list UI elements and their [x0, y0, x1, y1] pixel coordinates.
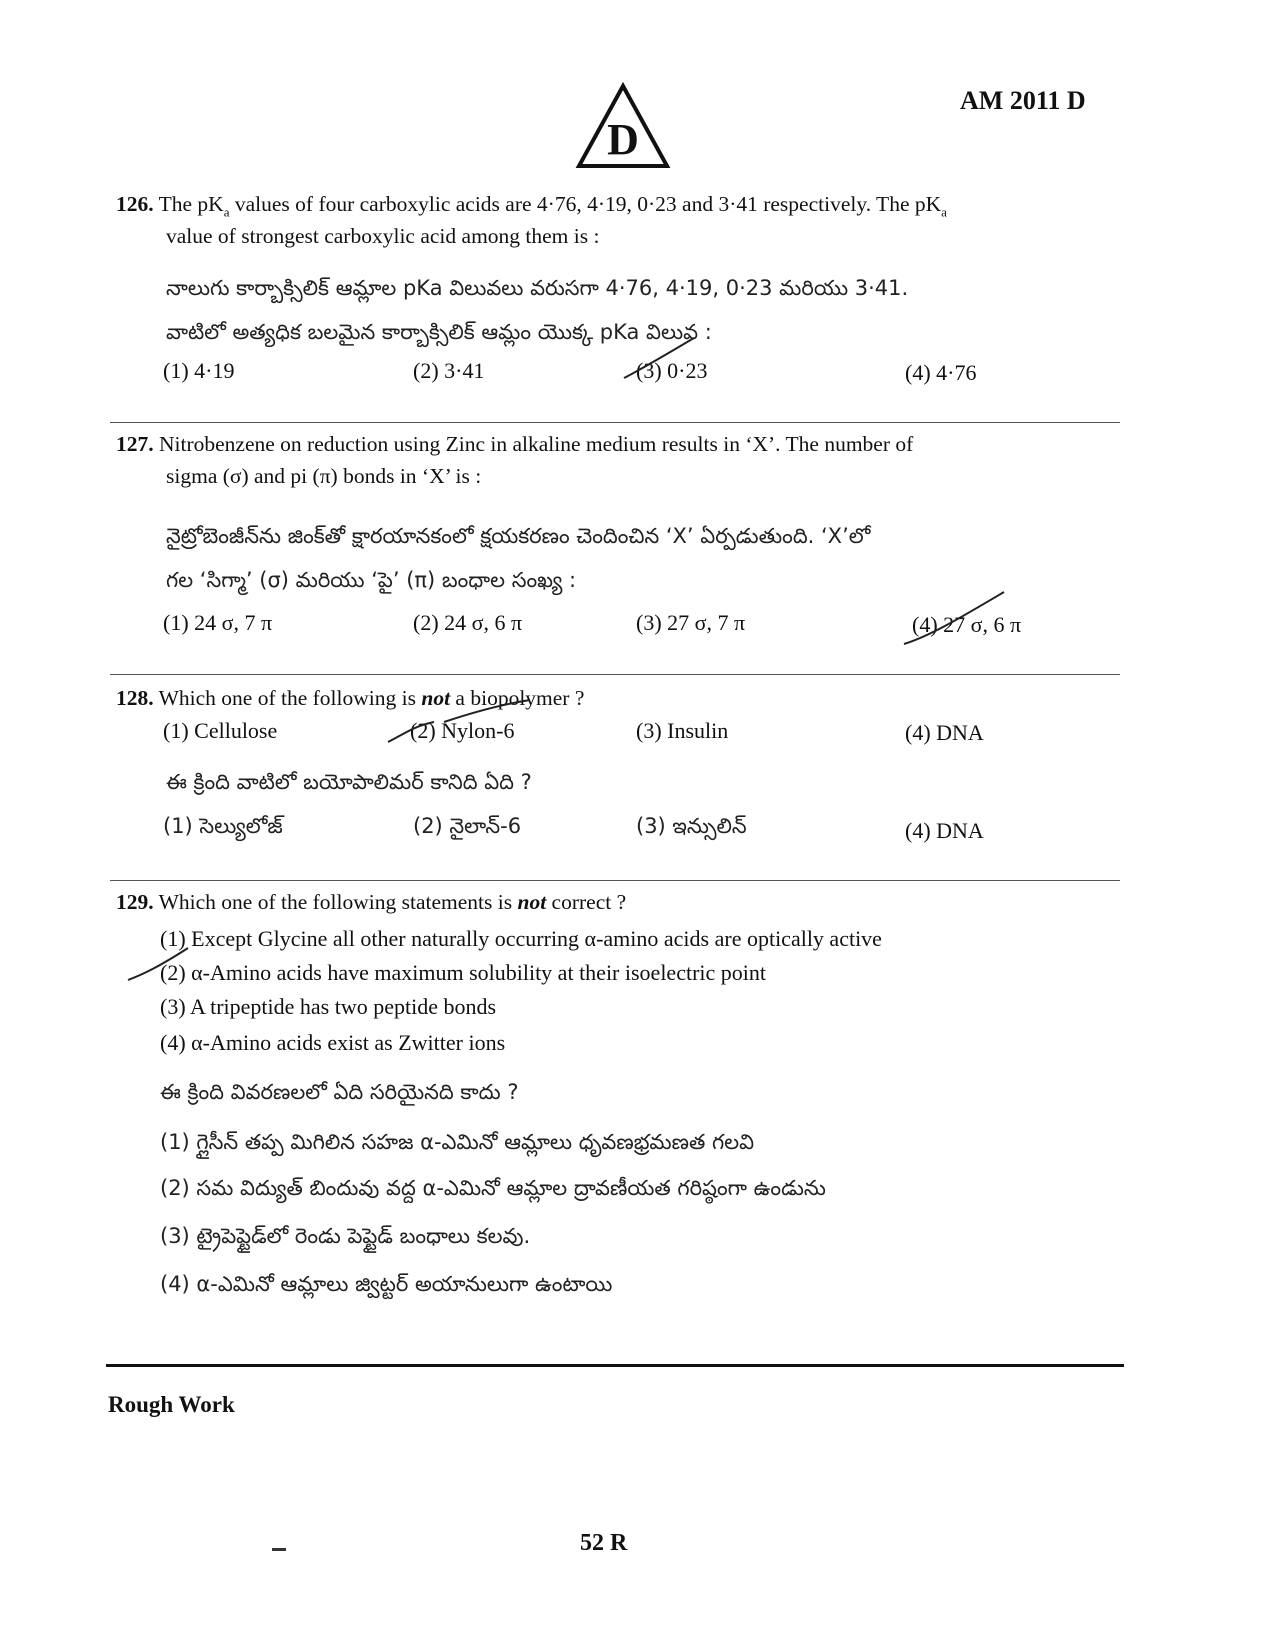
q128-option-en-1: (1) Cellulose: [163, 718, 278, 743]
q127-english-line2: sigma (σ) and pi (π) bonds in ‘X’ is :: [166, 464, 482, 488]
q126-sub-a2: a: [941, 204, 947, 220]
scan-mark: [272, 1548, 286, 1551]
rough-work-divider: [106, 1364, 1124, 1367]
q126-number: 126.: [116, 192, 154, 216]
q126-telugu-line2: వాటిలో అత్యధిక బలమైన కార్బాక్సిలిక్ ఆమ్లం యొక్క pKa విలువ :: [166, 320, 712, 344]
q126-sub-a: a: [223, 204, 230, 220]
q126-text-part2: values of four carboxylic acids are 4·76, 4·19, 0·23 and 3·41 respectively. The pK: [229, 192, 942, 216]
q129-text-post: correct ?: [546, 890, 627, 914]
q127-text: Nitrobenzene on reduction using Zinc in alkaline medium results in ‘X’. The number of: [159, 432, 914, 456]
q127-telugu-line2: గల ‘సిగ్మా’ (σ) మరియు ‘పై’ (π) బంధాల సంఖ్య :: [166, 568, 577, 592]
q129-option-en-4: (4) α-Amino acids exist as Zwitter ions: [160, 1030, 506, 1055]
q129-option-en-2: (2) α-Amino acids have maximum solubility at their isoelectric point: [160, 960, 766, 985]
divider: [110, 880, 1120, 881]
q129-text-pre: Which one of the following statements is: [158, 890, 518, 914]
q126-english-line2: value of strongest carboxylic acid among them is :: [166, 224, 600, 248]
q129-option-te-2: (2) సమ విద్యుత్ బిందువు వద్ద α-ఎమినో ఆమ్లాల ద్రావణీయత గరిష్ఠంగా ఉండును: [160, 1176, 826, 1200]
q128-number: 128.: [116, 686, 154, 710]
q128-text-not: not: [421, 686, 451, 710]
q128-option-te-1: (1) సెల్యులోజ్: [163, 814, 283, 838]
divider: [110, 422, 1120, 423]
q126-answer-tick-mark: [620, 334, 700, 384]
page-number: 52 R: [580, 1530, 628, 1556]
q129-question: [116, 888, 1126, 917]
rough-work-label: Rough Work: [108, 1392, 235, 1417]
q128-option-en-3: (3) Insulin: [636, 718, 729, 743]
q126-option-3: (3) 0·23: [636, 358, 708, 383]
q127-number: 127.: [116, 432, 154, 456]
q126-option-2: (2) 3·41: [413, 358, 485, 383]
q127-option-3: (3) 27 σ, 7 π: [636, 610, 746, 635]
q128-option-te-4: (4) DNA: [905, 818, 984, 843]
q128-option-en-4: (4) DNA: [905, 720, 984, 745]
q129-telugu-question: ఈ క్రింది వివరణలలో ఏది సరియైనది కాదు ?: [160, 1080, 519, 1104]
paper-code: AM 2011 D: [960, 86, 1086, 115]
q129-option-en-3: (3) A tripeptide has two peptide bonds: [160, 994, 497, 1019]
q128-text-pre: Which one of the following is: [158, 686, 422, 710]
q129-text-not: not: [517, 890, 547, 914]
q128-telugu-question: ఈ క్రింది వాటిలో బయోపాలిమర్ కానిది ఏది ?: [166, 770, 532, 794]
q127-english-line1: [116, 430, 1126, 459]
q128-text-post: a biopolymer ?: [450, 686, 585, 710]
q128-option-te-3: (3) ఇన్సులిన్: [636, 814, 747, 838]
q129-answer-tick-mark: [124, 944, 194, 984]
q127-option-4: (4) 27 σ, 6 π: [912, 612, 1022, 637]
booklet-letter: D: [607, 115, 639, 164]
q126-text-part1: The pK: [158, 192, 224, 216]
q129-option-te-4: (4) α-ఎమినో ఆమ్లాలు జ్విట్టర్ అయానులుగా ఉంటాయి: [160, 1272, 613, 1296]
q126-telugu-line1: నాలుగు కార్బాక్సిలిక్ ఆమ్లాల pKa విలువలు వరుసగా 4·76, 4·19, 0·23 మరియు 3·41.: [166, 276, 909, 300]
divider: [110, 674, 1120, 675]
q127-option-2: (2) 24 σ, 6 π: [413, 610, 523, 635]
q129-option-te-3: (3) ట్రైపెప్టైడ్‌లో రెండు పెప్టైడ్ బంధాలు కలవు.: [160, 1224, 531, 1248]
q127-telugu-line1: నైట్రోబెంజీన్‌ను జింక్‌తో క్షారయానకంలో క్షయకరణం చెందించిన ‘X’ ఏర్పడుతుంది. ‘X’లో: [166, 524, 871, 548]
q126-option-1: (1) 4·19: [163, 358, 235, 383]
q128-option-te-2: (2) నైలాన్-6: [413, 814, 522, 838]
q127-answer-tick-mark: [900, 588, 1010, 648]
booklet-logo: [575, 82, 671, 170]
q128-answer-tick-mark: [384, 696, 534, 746]
q129-number: 129.: [116, 890, 154, 914]
q126-option-4: (4) 4·76: [905, 360, 977, 385]
q127-option-1: (1) 24 σ, 7 π: [163, 610, 273, 635]
triangle-d-icon: [575, 82, 671, 170]
q128-option-en-2: (2) Nylon-6: [410, 718, 515, 743]
q128-question: [116, 684, 1126, 713]
q129-option-en-1: (1) Except Glycine all other naturally occurring α-amino acids are optically active: [160, 926, 882, 951]
q129-option-te-1: (1) గ్లైసీన్ తప్ప మిగిలిన సహజ α-ఎమినో ఆమ్లాలు ధృవణభ్రమణత గలవి: [160, 1130, 755, 1154]
q126-english-line1: [116, 190, 1126, 226]
